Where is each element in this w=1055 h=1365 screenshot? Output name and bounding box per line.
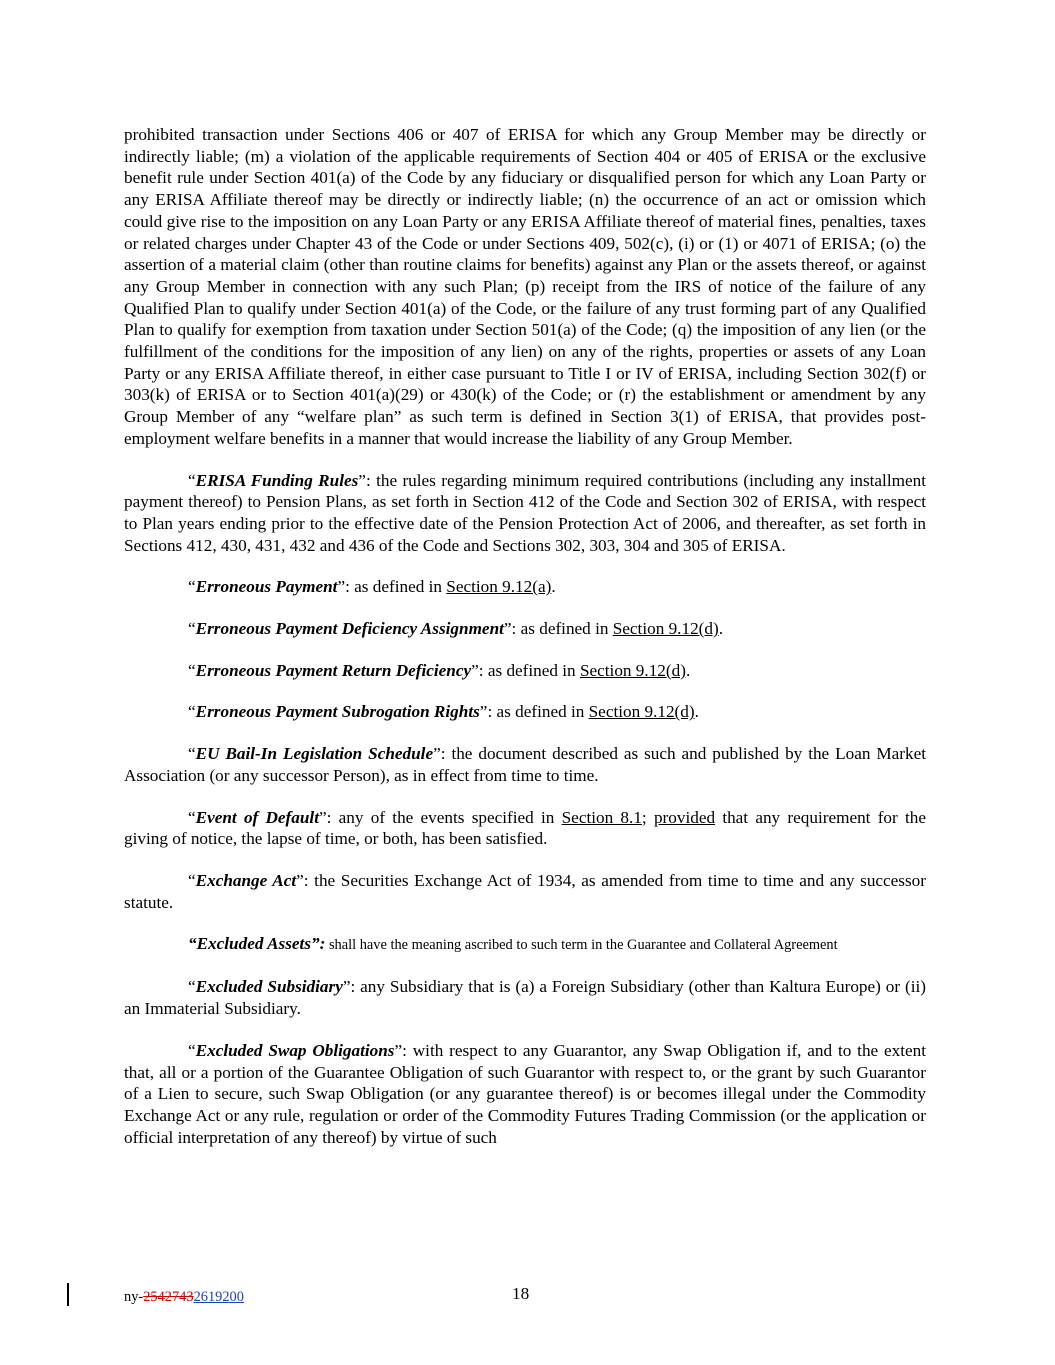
section-reference: Section 9.12(d) <box>588 702 695 722</box>
defined-term: “Excluded Assets”: <box>188 934 326 954</box>
change-bar <box>67 1283 69 1306</box>
definition-exchange-act: “Exchange Act”: the Securities Exchange Act of 1934, as amended from time to time and any successor statute. <box>124 870 927 912</box>
definition-erroneous-payment-deficiency-assignment: “Erroneous Payment Deficiency Assignment”: as defined in Section 9.12(d). <box>188 619 724 639</box>
definition-excluded-subsidiary: “Excluded Subsidiary”: any Subsidiary that is (a) a Foreign Subsidiary (other than Kaltura Europe) or (ii) an Immaterial Subsidiary. <box>124 977 927 1019</box>
defined-term: Excluded Swap Obligations <box>195 1040 395 1060</box>
defined-term: Excluded Subsidiary <box>195 977 343 997</box>
definition-excluded-assets: “Excluded Assets”: shall have the meaning ascribed to such term in the Guarantee and Collateral Agreement <box>188 934 838 954</box>
defined-term: EU Bail-In Legislation Schedule <box>195 744 434 764</box>
defined-term: Erroneous Payment Deficiency Assignment <box>195 619 504 639</box>
document-page <box>124 124 926 1148</box>
defined-term: Erroneous Payment <box>195 577 338 597</box>
defined-term: Event of Default <box>195 807 319 827</box>
defined-term: Erroneous Payment Return Deficiency <box>195 660 472 680</box>
definition-erroneous-payment: “Erroneous Payment”: as defined in Section 9.12(a). <box>188 577 556 597</box>
defined-term: Erroneous Payment Subrogation Rights <box>195 702 480 722</box>
definition-erroneous-payment-subrogation-rights: “Erroneous Payment Subrogation Rights”: as defined in Section 9.12(d). <box>188 702 699 722</box>
intro-paragraph: prohibited transaction under Sections 406 or 407 of ERISA for which any Group Member may be directly or indirectly liable; (m) a violation of the applicable requirements of Section 404 or 405 of ERISA or the exclusive benefit rule under Section 401(a) of the Code by any fiduciary or disqualified person for which any Loan Party or any ERISA Affiliate thereof may be directly or indirectly liable; (n) the occurrence of an act or omission which could give rise to the imposition on any Loan Party or any ERISA Affiliate thereof of material fines, penalties, taxes or related charges under Chapter 43 of the Code or under Sections 409, 502(c), (i) or (1) or 4071 of ERISA; (o) the assertion of a material claim (other than routine claims for benefits) against any Plan or the assets thereof, or against any Group Member in connection with any such Plan; (p) receipt from the IRS of notice of the failure of any Qualified Plan to qualify under Section 401(a) of the Code, or the failure of any trust forming part of any Qualified Plan to qualify for exemption from taxation under Section 501(a) of the Code; (q) the imposition of any lien (or the fulfillment of the conditions for the imposition of any lien) on any of the rights, properties or assets of any Loan Party or any ERISA Affiliate thereof, in either case pursuant to Title I or IV of ERISA, including Section 302(f) or 303(k) of ERISA or to Section 401(a)(29) or 430(k) of the Code; or (r) the establishment or amendment by any Group Member of any “welfare plan” as such term is defined in Section 3(1) of ERISA, that provides post-employment welfare benefits in a manner that would increase the liability of any Group Member. <box>124 125 926 448</box>
proviso: provided <box>653 807 716 827</box>
inserted-doc-number: 2619200 <box>193 1289 244 1305</box>
document-id: ny-25427432619200 <box>124 1289 244 1305</box>
section-reference: Section 9.12(d) <box>612 619 719 639</box>
page-number: 18 <box>512 1284 530 1303</box>
definition-eu-bail-in-legislation-schedule: “EU Bail-In Legislation Schedule”: the document described as such and published by the Loan Market Association (or any successor Person), as in effect from time to time. <box>124 744 926 785</box>
definition-erroneous-payment-return-deficiency: “Erroneous Payment Return Deficiency”: as defined in Section 9.12(d). <box>188 660 691 680</box>
defined-term: ERISA Funding Rules <box>195 470 359 490</box>
definition-event-of-default: “Event of Default”: any of the events specified in Section 8.1; provided that any requirement for the giving of notice, the lapse of time, or both, has been satisfied. <box>124 807 926 849</box>
section-reference: Section 9.12(d) <box>579 660 686 680</box>
section-reference: Section 9.12(a) <box>446 577 552 597</box>
definition-erisa-funding-rules: “ERISA Funding Rules”: the rules regarding minimum required contributions (including any installment payment thereof) to Pension Plans, as set forth in Section 412 of the Code and Section 302 of ERISA, with respect to Plan years ending prior to the effective date of the Pension Protection Act of 2006, and thereafter, as set forth in Sections 412, 430, 431, 432 and 436 of the Code and Sections 302, 303, 304 and 305 of ERISA. <box>124 470 926 555</box>
section-reference: Section 8.1 <box>561 807 642 827</box>
deleted-doc-number: 2542743 <box>143 1289 194 1305</box>
defined-term: Exchange Act <box>195 870 297 890</box>
definition-excluded-swap-obligations: “Excluded Swap Obligations”: with respect to any Guarantor, any Swap Obligation if, and to the extent that, all or a portion of the Guarantee Obligation of such Guarantor with respect to, or the grant by such Guarantor of a Lien to secure, such Swap Obligation (or any guarantee thereof) is or becomes illegal under the Commodity Exchange Act or any rule, regulation or order of the Commodity Futures Trading Commission (or the application or official interpretation of any thereof) by virtue of such <box>124 1040 926 1147</box>
